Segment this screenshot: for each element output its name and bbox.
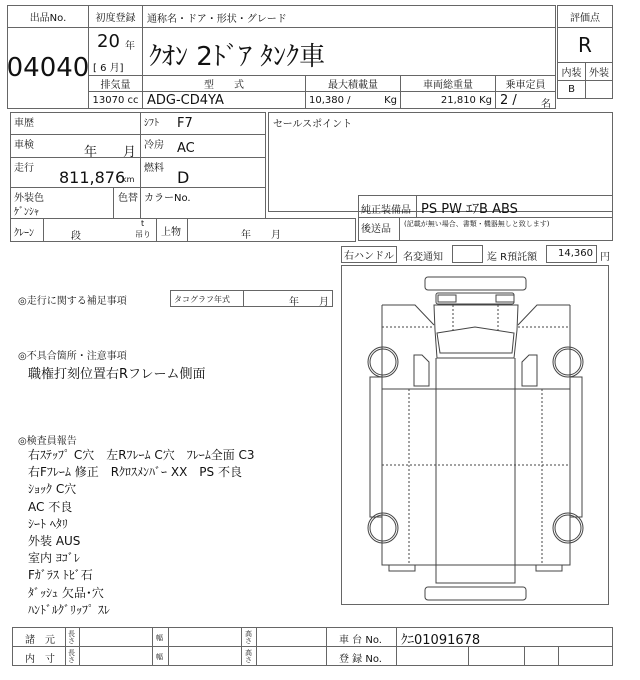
- color-change-cell: [113, 187, 141, 219]
- displacement-label: 排気量: [88, 75, 143, 92]
- lot-number: 04040: [7, 27, 89, 109]
- later-note: (記載が無い場合、書類・機器無しと致します): [404, 220, 550, 228]
- inspection-label: 車検: [14, 140, 34, 151]
- name-label: 通称名・ドア・形状・グレード: [142, 5, 556, 28]
- rear-bumper: [425, 587, 526, 600]
- side-guard-right: [570, 377, 582, 517]
- report-line: ﾊﾝﾄﾞﾙｸﾞﾘｯﾌﾟ ｽﾚ: [28, 602, 110, 617]
- history-label: 車歴: [14, 118, 34, 129]
- length-label: 長さ: [68, 649, 75, 664]
- report-line: 右Fﾌﾚｰﾑ 修正 Rｸﾛｽﾒﾝﾊﾞｰ XX PS 不良: [28, 465, 242, 480]
- registration-label: 登 録 No.: [339, 654, 382, 665]
- score-label: 評価点: [557, 5, 613, 28]
- inspection-cell: [10, 134, 141, 158]
- report-line: Fｶﾞﾗｽ ﾄﾋﾞ石: [28, 568, 93, 583]
- recycle-fee: 14,360: [546, 245, 597, 263]
- color-no-cell: [140, 187, 266, 219]
- side-guard-left: [370, 377, 382, 517]
- body-date: 年 月: [241, 230, 281, 241]
- name-change-box: [452, 245, 483, 263]
- capacity-cell: [495, 91, 556, 109]
- report-line: 右ｽﾃｯﾌﾟ C穴 左Rﾌﾚｰﾑ C穴 ﾌﾚｰﾑ全面 C3: [28, 448, 255, 462]
- max-load-cell: [305, 91, 401, 109]
- color-no-label: カラーNo.: [144, 193, 191, 204]
- width-label: 幅: [156, 653, 163, 661]
- model-label: 型 式: [142, 75, 306, 92]
- later-label: 後送品: [361, 224, 391, 235]
- capacity-value: 2 /: [500, 93, 517, 108]
- interior-grade: B: [557, 80, 586, 99]
- inspection-value: 年 月: [83, 145, 136, 160]
- defects-text: 職権打刻位置右Rフレーム側面: [28, 367, 206, 382]
- defects-title: ◎不具合箇所・注意事項: [18, 351, 127, 362]
- displacement-value: 13070 cc: [88, 91, 143, 109]
- step-left: [414, 355, 429, 386]
- tacho-box: [170, 290, 333, 307]
- step-right: [522, 355, 537, 386]
- height-label: 高さ: [245, 649, 252, 664]
- gross-weight-value: 21,810 Kg: [400, 91, 496, 109]
- height-label: 高さ: [245, 630, 252, 645]
- gross-weight-label: 車両総重量: [400, 75, 496, 92]
- report-line: ｼｮｯｸ C穴: [28, 482, 77, 497]
- first-reg-year: 20: [97, 31, 120, 52]
- inner-label: 内 寸: [25, 654, 55, 665]
- front-bumper: [425, 277, 526, 290]
- aircon-label: 冷房: [144, 140, 164, 151]
- report-line: ｼｰﾄ ﾍﾀﾘ: [28, 516, 68, 531]
- report-lines: [28, 447, 255, 619]
- equipment-label: 純正装備品: [361, 205, 411, 216]
- yen-unit: 円: [600, 252, 610, 263]
- name-change-label: 名変通知: [403, 252, 443, 263]
- equipment-value: PS PW ｴｱB ABS: [421, 202, 518, 217]
- wheel-front-right: [553, 347, 583, 377]
- first-reg-month: [ 6 月]: [93, 63, 124, 74]
- exterior-grade: [585, 80, 613, 99]
- year-unit: 年: [125, 41, 135, 52]
- shift-cell: [140, 112, 266, 135]
- shift-value: F7: [177, 116, 193, 131]
- exterior-label: 外装: [585, 62, 613, 81]
- mileage-label: 走行: [14, 163, 34, 174]
- length-label: 長さ: [68, 630, 75, 645]
- tacho-label: タコグラフ年式: [174, 295, 230, 304]
- crane-row: [10, 218, 356, 242]
- color-label: 外装色: [14, 193, 44, 204]
- mileage-cell: [10, 157, 141, 188]
- report-title: ◎検査員報告: [18, 436, 77, 447]
- max-load-label: 最大積載量: [305, 75, 401, 92]
- shift-label: ｼﾌﾄ: [144, 118, 159, 129]
- tacho-value: 年 月: [289, 297, 329, 308]
- truck-damage-diagram: [341, 265, 610, 606]
- later-row: [358, 217, 613, 241]
- report-line: AC 不良: [28, 499, 73, 514]
- crane-dan: 段: [71, 231, 81, 242]
- body-label: 上物: [161, 227, 181, 238]
- fuel-value: D: [177, 168, 190, 187]
- right-handle-badge: 右ハンドル: [341, 246, 397, 263]
- chassis-label: 車 台 No.: [339, 635, 382, 646]
- wheel-front-left: [368, 347, 398, 377]
- interior-label: 内装: [557, 62, 586, 81]
- crane-t: t: [141, 219, 145, 228]
- mileage-unit: km: [122, 175, 135, 184]
- aircon-cell: [140, 134, 266, 158]
- fuel-cell: [140, 157, 266, 188]
- vehicle-name: ｸｵﾝ 2ﾄﾞｱ ﾀﾝｸ車: [142, 27, 556, 76]
- report-line: 外装 AUS: [28, 534, 81, 549]
- model-value: ADG-CD4YA: [142, 91, 306, 109]
- first-reg-label: 初度登録: [88, 5, 143, 28]
- history-cell: [10, 112, 141, 135]
- width-label: 幅: [156, 634, 163, 642]
- recycle-label: 迄 R預託額: [487, 252, 538, 263]
- sales-point-label: セールスポイント: [273, 119, 353, 130]
- capacity-unit: 名: [541, 99, 551, 110]
- crane-label: ｸﾚｰﾝ: [14, 228, 34, 239]
- report-line: ﾀﾞｯｼｭ 欠品･穴: [28, 585, 104, 600]
- kg-unit: Kg: [384, 95, 397, 106]
- report-line: 室内 ﾖｺﾞﾚ: [28, 551, 80, 566]
- score-value: R: [557, 27, 613, 63]
- dimensions-table: [12, 627, 613, 666]
- crane-tsuri: 吊り: [135, 230, 151, 239]
- chassis-number: ｸﾆ01091678: [401, 633, 481, 648]
- lot-label: 出品No.: [7, 5, 89, 28]
- color-change-label: 色替: [118, 193, 138, 204]
- mileage-value: 811,876: [59, 168, 126, 187]
- spec-label: 諸 元: [25, 635, 55, 646]
- equipment-row: [358, 195, 613, 218]
- capacity-label: 乗車定員: [495, 75, 556, 92]
- fuel-label: 燃料: [144, 163, 164, 174]
- color-value: ｹﾞﾝｼｬ: [14, 207, 39, 218]
- max-load-value: 10,380 /: [309, 95, 351, 106]
- aircon-value: AC: [177, 141, 195, 156]
- first-reg-cell: [88, 27, 143, 76]
- color-cell: [10, 187, 114, 219]
- mileage-note-title: ◎走行に関する補足事項: [18, 296, 127, 307]
